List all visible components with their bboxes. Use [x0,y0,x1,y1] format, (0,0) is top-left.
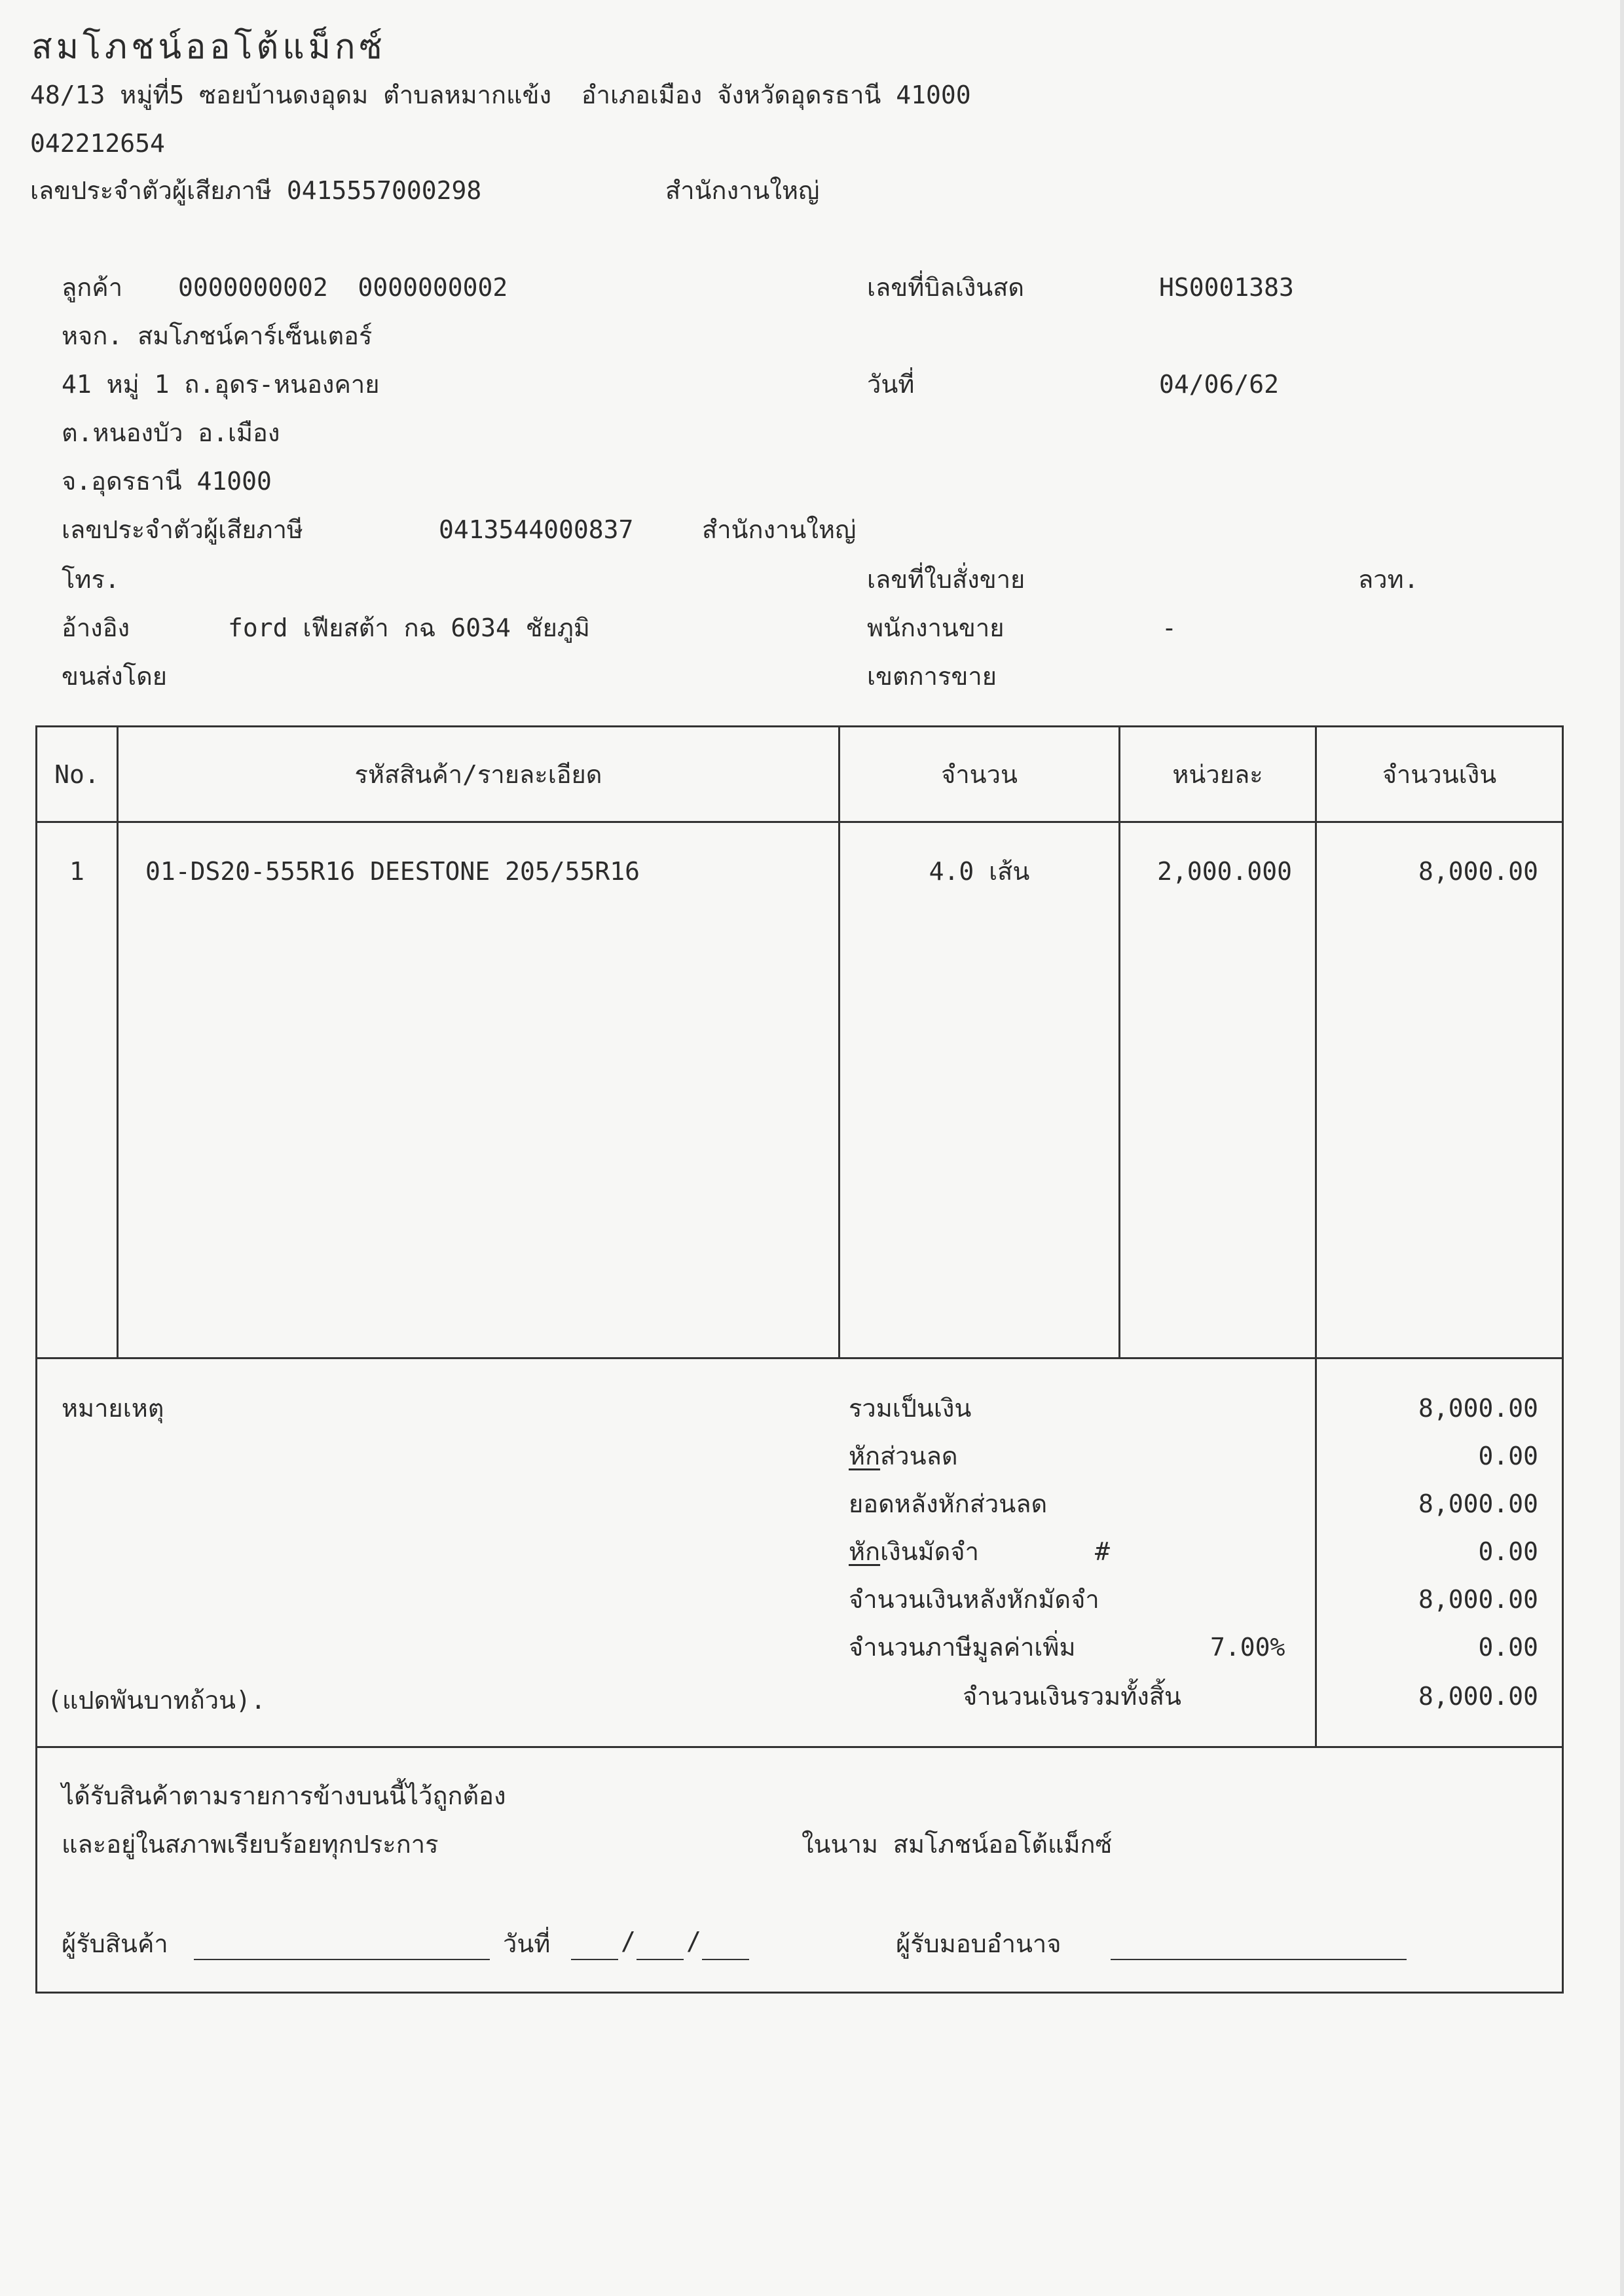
received-text-1: ได้รับสินค้าตามรายการข้างบนนี้ไว้ถูกต้อง [62,1781,506,1810]
date-slash-2: / [686,1927,701,1956]
salesperson-value: - [1162,613,1177,642]
receiver-signature-line [194,1959,490,1960]
date-slash-1: / [621,1927,636,1956]
receive-date-label: วันที่ [503,1929,551,1958]
col-divider-1 [117,725,119,1359]
company-address: 48/13 หมู่ที่5 ซอยบ้านดงอุดม ตำบลหมากแข้ง อำเภอเมือง จังหวัดอุดรธานี 41000 [30,81,971,109]
row-qty: 4.0 เส้น [929,857,1030,886]
deposit-label [849,1539,979,1564]
deposit-label-text: เงินมัดจำ [880,1537,979,1566]
header-amount: จำนวนเงิน [1382,760,1497,789]
sales-area-label: เขตการขาย [867,662,997,691]
deposit-value: 0.00 [1478,1537,1538,1566]
bill-no-label: เลขที่บิลเงินสด [867,273,1025,302]
col-divider-4 [1315,725,1317,1359]
receive-date-day-line [571,1959,618,1960]
subtotal-value: 8,000.00 [1418,1394,1538,1423]
after-discount-value: 8,000.00 [1418,1489,1538,1518]
shipping-label: ขนส่งโดย [62,662,168,691]
date-label: วันที่ [867,370,915,399]
table-header-divider [35,821,1564,823]
salesperson-label: พนักงานขาย [867,613,1005,642]
receiver-label: ผู้รับสินค้า [62,1929,168,1958]
customer-address-2: ต.หนองบัว อ.เมือง [62,418,280,447]
customer-name: หจก. สมโภชน์คาร์เซ็นเตอร์ [62,321,373,350]
col-divider-2 [838,725,840,1359]
customer-address-3: จ.อุดรธานี 41000 [62,467,272,496]
header-qty: จำนวน [941,760,1018,789]
receive-date-month-line [637,1959,684,1960]
deposit-hash: # [1095,1537,1110,1566]
company-branch: สำนักงานใหญ่ [665,176,820,205]
remark-label: หมายเหตุ [62,1394,164,1423]
received-text-2: และอยู่ในสภาพเรียบร้อยทุกประการ [62,1830,439,1859]
company-phone: 042212654 [30,129,165,158]
reference-value: ford เฟียสต้า กฉ 6034 ชัยภูมิ [228,613,590,642]
subtotal-label: รวมเป็นเงิน [849,1394,972,1423]
discount-label-text: ส่วนลด [880,1442,958,1470]
header-unit-price: หน่วยละ [1172,760,1263,789]
authorized-signature-line [1111,1959,1407,1960]
company-name: สมโภชน์ออโต้แม็กซ์ [31,27,386,67]
row-item: 01-DS20-555R16 DEESTONE 205/55R16 [145,857,640,886]
vat-value: 0.00 [1478,1633,1538,1662]
on-behalf-of: ในนาม สมโภชน์ออโต้แม็กซ์ [802,1830,1113,1859]
customer-phone-label: โทร. [62,565,120,594]
header-no: No. [54,760,100,789]
after-deposit-label: จำนวนเงินหลังหักมัดจำ [849,1585,1099,1614]
discount-value: 0.00 [1478,1442,1538,1470]
customer-tax-label: เลขประจำตัวผู้เสียภาษี [62,515,303,544]
authorized-label: ผู้รับมอบอำนาจ [896,1929,1061,1958]
row-unit-price: 2,000.000 [1157,857,1292,886]
customer-branch: สำนักงานใหญ่ [702,515,857,544]
amount-in-words: (แปดพันบาทถ้วน). [47,1686,266,1715]
header-item: รหัสสินค้า/รายละเอียด [354,760,602,789]
scan-edge-right [1620,0,1624,2296]
after-deposit-value: 8,000.00 [1418,1585,1538,1614]
bill-no: HS0001383 [1159,273,1294,302]
customer-code: 0000000002 0000000002 [178,273,508,302]
col-divider-3 [1118,725,1120,1359]
row-no: 1 [69,857,84,886]
customer-label: ลูกค้า [62,273,123,302]
discount-label-deduct: หัก [849,1442,881,1470]
customer-tax-id: 0413544000837 [439,515,634,544]
vat-rate: 7.00% [1210,1633,1285,1662]
row-amount: 8,000.00 [1418,857,1538,886]
grand-total-value: 8,000.00 [1418,1682,1538,1711]
customer-address-1: 41 หมู่ 1 ถ.อุดร-หนองคาย [62,370,380,399]
order-no-label: เลขที่ใบสั่งขาย [867,565,1025,594]
order-no-value: ลวท. [1358,565,1419,594]
vat-label: จำนวนภาษีมูลค่าเพิ่ม [849,1633,1076,1662]
grand-total-label: จำนวนเงินรวมทั้งสิ้น [963,1682,1181,1711]
company-tax-id: เลขประจำตัวผู้เสียภาษี 0415557000298 [30,176,482,205]
deposit-label-deduct: หัก [849,1537,881,1566]
discount-label [849,1444,958,1468]
invoice-date: 04/06/62 [1159,370,1280,399]
receive-date-year-line [702,1959,749,1960]
after-discount-label: ยอดหลังหักส่วนลด [849,1489,1048,1518]
reference-label: อ้างอิง [62,613,130,642]
